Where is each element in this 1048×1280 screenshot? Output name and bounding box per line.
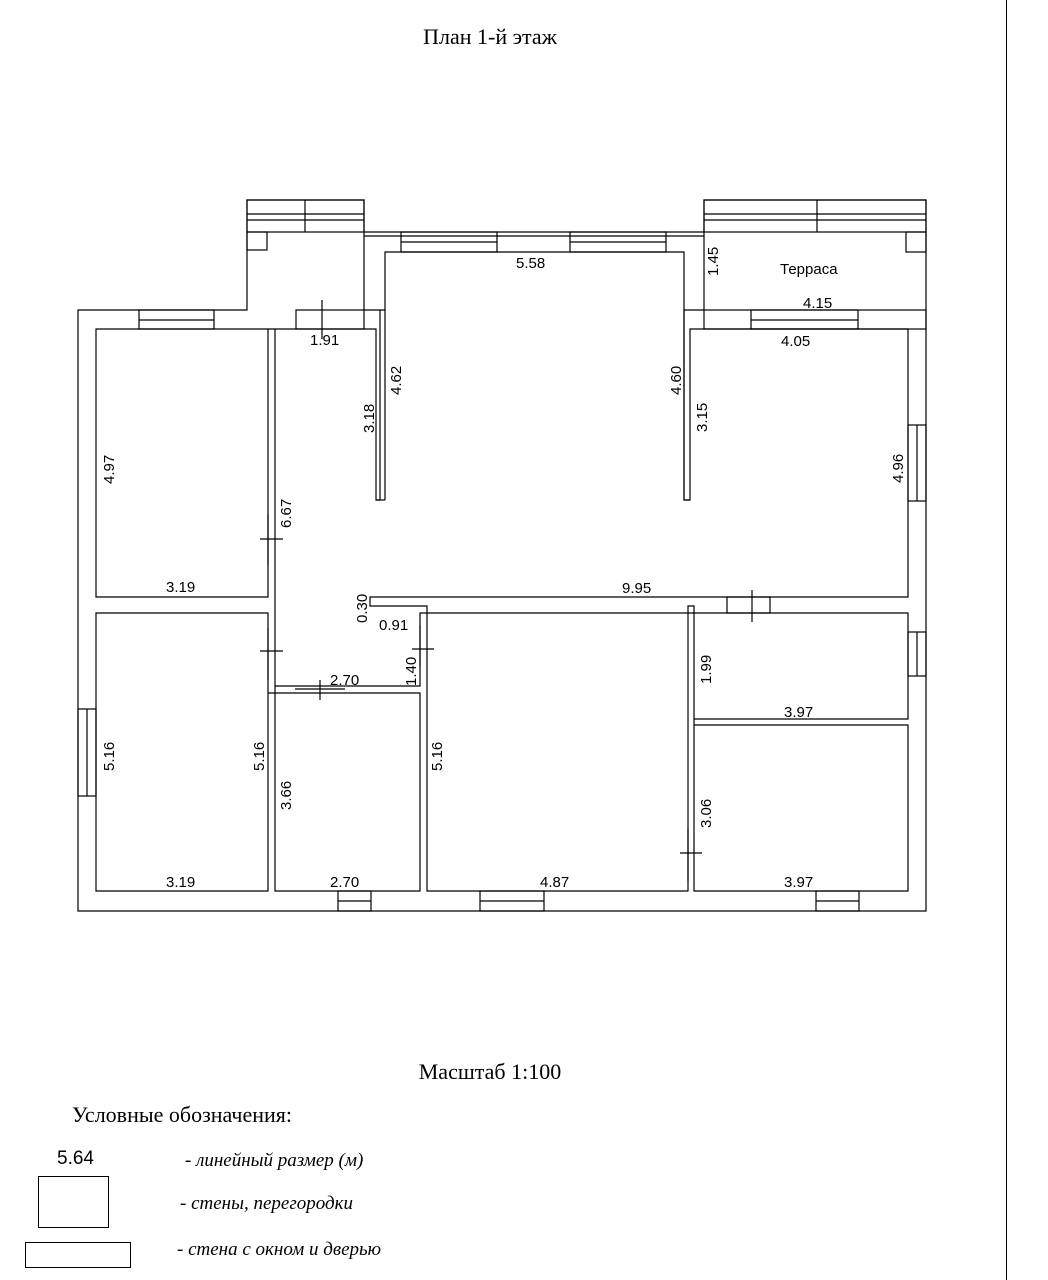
plan-title: План 1-й этаж: [423, 24, 557, 49]
left-porch-post: [247, 232, 267, 250]
dim-bathroom-height: 3.66: [278, 780, 295, 810]
dim-door-gap: 0.91: [379, 617, 409, 634]
right-porch-post: [906, 232, 926, 252]
terrace-label: Терраса: [780, 261, 838, 278]
page-edge-line: [1006, 0, 1007, 1280]
dim-hall-left-depth: 4.62: [388, 365, 405, 395]
dim-right-middle-room-width: 3.97: [784, 704, 814, 721]
dim-wall-offset: 0.30: [354, 593, 371, 623]
scale-label: Масштаб 1:100: [418, 1059, 562, 1084]
dim-terrace-width: 4.15: [803, 295, 833, 312]
right-porch-steps: [704, 200, 926, 232]
dim-right-top-room-height: 4.96: [890, 453, 907, 483]
legend-title: Условные обозначения:: [72, 1102, 293, 1127]
dim-long-partition: 9.95: [622, 580, 652, 597]
legend-dimension-desc: - линейный размер (м): [185, 1150, 364, 1171]
dim-left-bottom-room-height-inner: 5.16: [251, 741, 268, 771]
dim-hall-top-width: 5.58: [516, 255, 546, 272]
dim-bathroom-width-top: 2.70: [330, 672, 360, 689]
dim-left-top-room-width: 3.19: [166, 579, 196, 596]
dim-bathroom-width-bottom: 2.70: [330, 874, 360, 891]
dim-left-bottom-room-height-outer: 5.16: [101, 741, 118, 771]
legend-dimension-sample: 5.64: [57, 1148, 94, 1169]
legend-walls-desc: - стены, перегородки: [180, 1193, 353, 1214]
dim-right-bottom-room-width: 3.97: [784, 874, 814, 891]
legend-wall-symbol: [38, 1176, 109, 1228]
dim-right-top-room-width: 4.05: [781, 333, 811, 350]
legend-window-door-desc: - стена с окном и дверью: [177, 1239, 382, 1260]
legend-window-symbol: [25, 1242, 131, 1268]
dim-hall-right-depth: 4.60: [668, 365, 685, 395]
dim-right-bottom-room-height: 3.06: [698, 798, 715, 828]
dim-small-partition: 1.40: [403, 656, 420, 686]
dim-right-middle-room-height: 1.99: [698, 654, 715, 684]
dim-big-room-height: 5.16: [429, 741, 446, 771]
dim-terrace-height: 1.45: [705, 246, 722, 276]
outer-walls: [78, 200, 926, 911]
dim-left-bottom-room-width: 3.19: [166, 874, 196, 891]
dim-corridor-left-partition: 3.18: [361, 403, 378, 433]
dim-big-room-width: 4.87: [540, 874, 570, 891]
dim-vestibule-width: 1.91: [310, 332, 340, 349]
dim-corridor-length: 6.67: [278, 498, 295, 528]
dim-right-partition: 3.15: [694, 402, 711, 432]
dim-left-top-room-height: 4.97: [101, 454, 118, 484]
